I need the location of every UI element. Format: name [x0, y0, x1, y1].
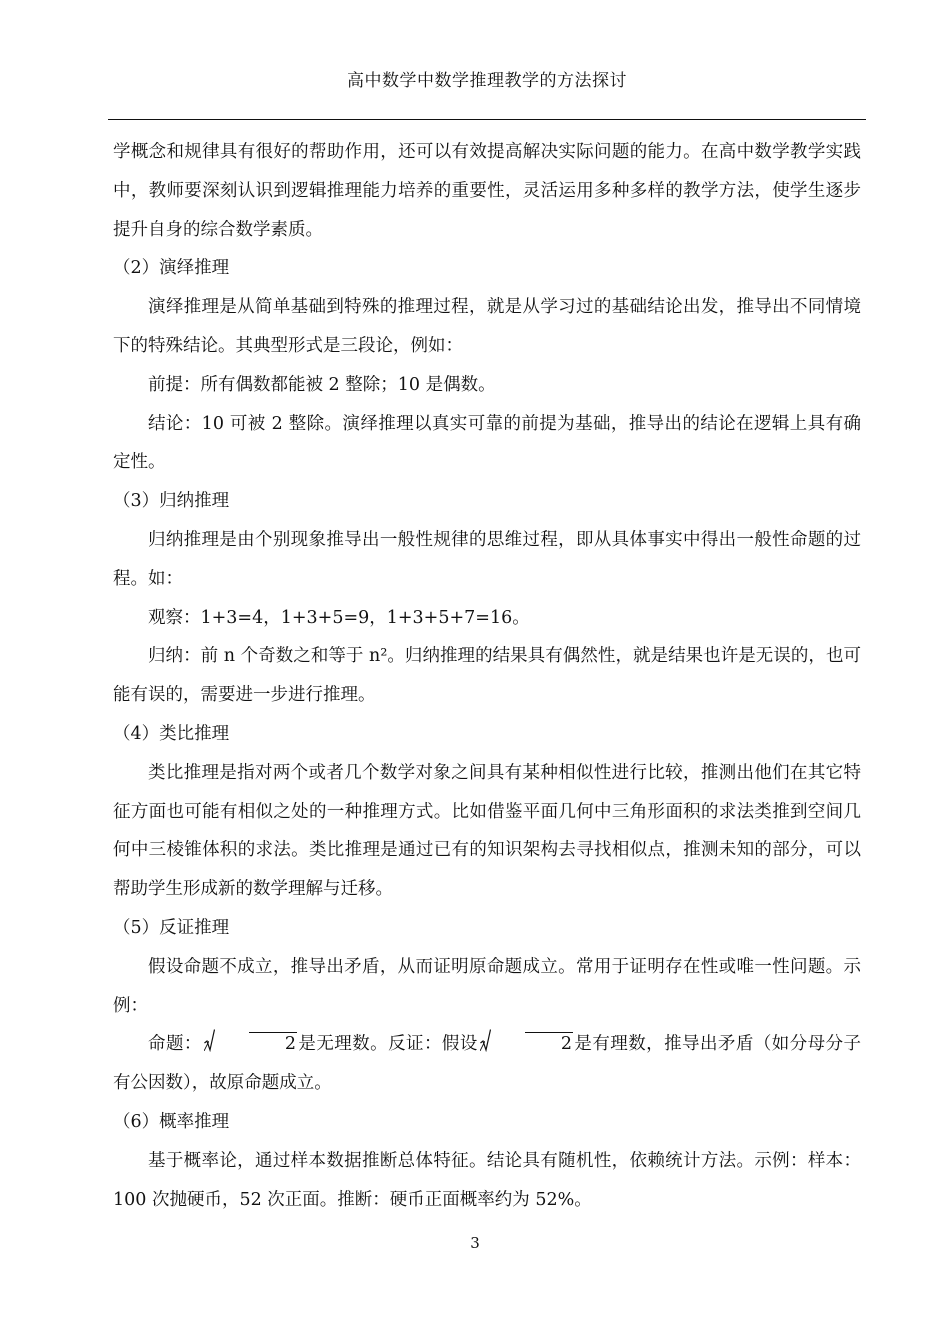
- paragraph-continuation: 学概念和规律具有很好的帮助作用，还可以有效提高解决实际问题的能力。在高中数学教学实践中，教师要深刻认识到逻辑推理能力培养的重要性，灵活运用多种多样的教学方法，使学生逐步提升自身的综合数学素质。: [113, 142, 861, 240]
- paragraph-inductive-definition: 归纳推理是由个别现象推导出一般性规律的思维过程，即从具体事实中得出一般性命题的过程。如：: [113, 529, 861, 589]
- page-number: 3: [470, 1234, 480, 1252]
- paragraph-observation: 观察：1+3=4，1+3+5=9，1+3+5+7=16。: [148, 607, 530, 628]
- sqrt-example-lead: 命题：: [148, 1034, 202, 1055]
- sqrt-symbol: [204, 1025, 297, 1064]
- paragraph-induction: 归纳：前 n 个奇数之和等于 n²。归纳推理的结果具有偶然性，就是结果也许是无误的，也可能有误的，需要进一步进行推理。: [113, 646, 861, 706]
- paragraph-probabilistic-definition: 基于概率论，通过样本数据推断总体特征。结论具有随机性，依赖统计方法。示例：样本：100 次抛硬币，52 次正面。推断：硬币正面概率约为 52%。: [113, 1150, 861, 1210]
- sqrt-radicand: 2: [525, 1032, 573, 1055]
- header-divider: [108, 119, 866, 120]
- running-header: 高中数学中数学推理教学的方法探讨: [347, 71, 627, 91]
- sqrt-example-mid: 是无理数。反证：假设: [297, 1034, 478, 1055]
- sqrt-symbol: [480, 1025, 573, 1064]
- section-heading-analogical: （4）类比推理: [113, 723, 230, 744]
- section-heading-probabilistic: （6）概率推理: [113, 1111, 230, 1132]
- paragraph-conclusion: 结论：10 可被 2 整除。演绎推理以真实可靠的前提为基础，推导出的结论在逻辑上具有确定性。: [113, 413, 861, 473]
- section-heading-contradiction: （5）反证推理: [113, 917, 230, 938]
- paragraph-premise: 前提：所有偶数都能被 2 整除；10 是偶数。: [148, 374, 496, 395]
- section-heading-deductive: （2）演绎推理: [113, 258, 230, 279]
- radical-sign-icon: [480, 1028, 491, 1052]
- sqrt-radicand: 2: [249, 1032, 297, 1055]
- paragraph-sqrt2-example: [113, 1025, 861, 1103]
- paragraph-contradiction-definition: 假设命题不成立，推导出矛盾，从而证明原命题成立。常用于证明存在性或唯一性问题。示例：: [113, 956, 861, 1016]
- document-body: [113, 133, 861, 1219]
- paragraph-deductive-definition: 演绎推理是从简单基础到特殊的推理过程，就是从学习过的基础结论出发，推导出不同情境下的特殊结论。其典型形式是三段论，例如：: [113, 297, 861, 356]
- paragraph-analogical-definition: 类比推理是指对两个或者几个数学对象之间具有某种相似性进行比较，推测出他们在其它特征方面也可能有相似之处的一种推理方式。比如借鉴平面几何中三角形面积的求法类推到空间几何中三棱锥体积的求法。类比推理是通过已有的知识架构去寻找相似点，推测未知的部分，可以帮助学生形成新的数学理解与迁移。: [113, 762, 861, 900]
- sqrt-example-tail: 是有理数，推导出矛盾（如分母分子有公因数），故原命题成立。: [113, 1034, 862, 1094]
- radical-sign-icon: [204, 1028, 215, 1052]
- section-heading-inductive: （3）归纳推理: [113, 491, 230, 512]
